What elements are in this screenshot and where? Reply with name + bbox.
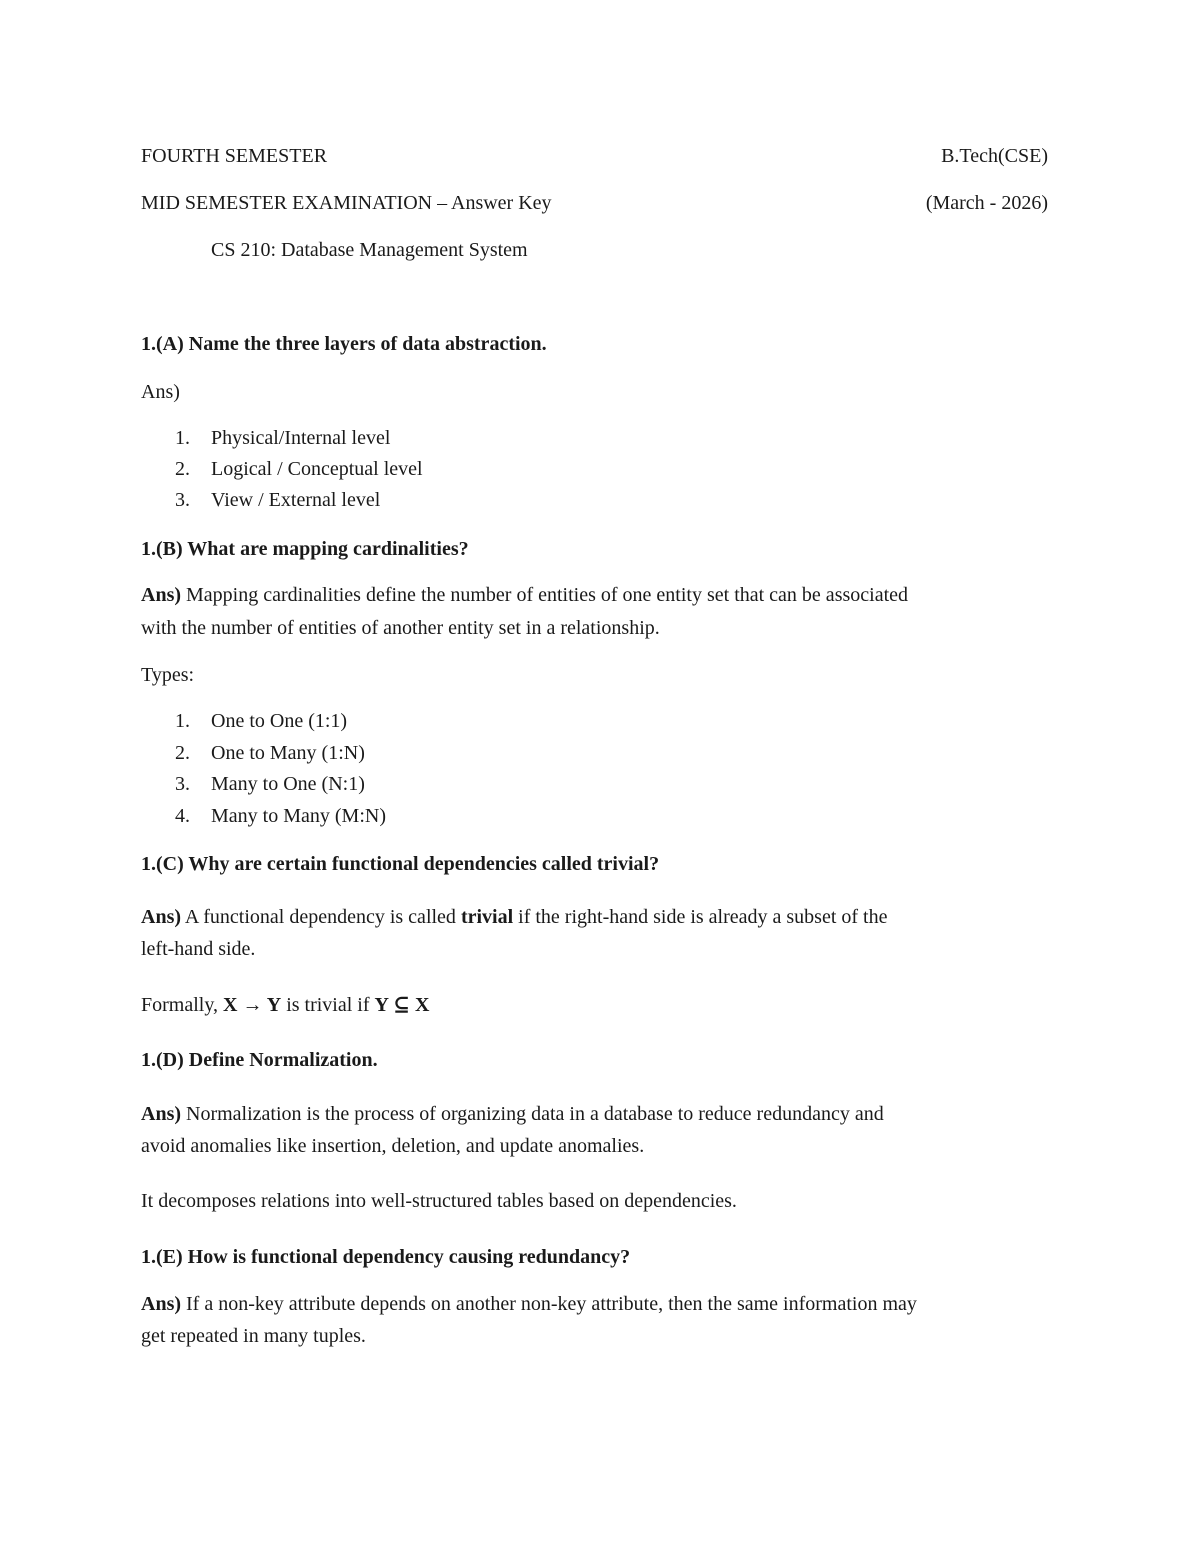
answer-1e-line1: Ans) If a non-key attribute depends on another non-key attribute, then the same information may (141, 1293, 917, 1315)
answer-1c-line2: left-hand side. (141, 938, 256, 960)
program-label: B.Tech(CSE) (941, 145, 1048, 167)
answer-1c-line1: Ans) A functional dependency is called trivial if the right-hand side is already a subset of the (141, 906, 888, 928)
question-1c: 1.(C) Why are certain functional dependencies called trivial? (141, 853, 660, 875)
answer-1b-line1: Ans) Mapping cardinalities define the number of entities of one entity set that can be associated (141, 584, 908, 606)
answer-1d-line2: avoid anomalies like insertion, deletion, and update anomalies. (141, 1135, 645, 1157)
trivial-keyword: trivial (460, 906, 514, 928)
document-page: FOURTH SEMESTER B.Tech(CSE) MID SEMESTER EXAMINATION – Answer Key (March - 2026) CS 210: Database Management System 1.(A) Name the three layers of data abstraction. Ans) 1. Physical/Internal level 2. Logical / Conceptual level 3. View / External level 1.(B) What are mapping cardinalities? Ans) Mapping cardinalities define the number of entities of one entity set that can be associated with the number of entities of another entity set in a relationship. Types: 1. One to One (1:1) 2. One to Many (1:N) 3. Many to One (N:1) 4. Many to Many (M:N) 1.(C) Why are certain functional dependencies called trivial? Ans) A functional dependency is called trivial if the right-hand side is already a subset of the left-hand side. Formally, X → Y is trivial if Y ⊆ X 1.(D) Define Normalization. Ans) Normalization is the process of organizing data in a database to reduce redundancy and avoid anomalies like insertion, deletion, and update anomalies. It decomposes relations into well-structured tables based on dependencies. 1.(E) How is functional dependency causing redundancy? Ans) If a non-key attribute depends on another non-key attribute, then the same information may get repeated in many tuples. (141, 145, 1048, 1347)
answer-1d-para2: It decomposes relations into well-structured tables based on dependencies. (141, 1190, 737, 1212)
answer-label-1a: Ans) (141, 381, 180, 403)
answer-label-1d: Ans) (141, 1103, 182, 1125)
question-1a: 1.(A) Name the three layers of data abstraction. (141, 333, 547, 355)
types-label: Types: (141, 664, 195, 686)
answer-1b-line2: with the number of entities of another entity set in a relationship. (141, 617, 660, 639)
question-1b: 1.(B) What are mapping cardinalities? (141, 538, 469, 560)
question-1e: 1.(E) How is functional dependency causing redundancy? (141, 1246, 631, 1268)
answer-1d-line1: Ans) Normalization is the process of organizing data in a database to reduce redundancy and (141, 1103, 884, 1125)
subset-expr: Y ⊆ X (374, 994, 430, 1016)
semester-label: FOURTH SEMESTER (141, 145, 328, 167)
exam-title: MID SEMESTER EXAMINATION – Answer Key (141, 192, 552, 214)
course-title: CS 210: Database Management System (211, 239, 528, 261)
answer-label-1c: Ans) (141, 906, 182, 928)
exam-date: (March - 2026) (925, 192, 1048, 214)
answer-label-1b: Ans) (141, 584, 182, 606)
functional-dependency-expr: X → Y (223, 994, 282, 1016)
question-1d: 1.(D) Define Normalization. (141, 1049, 378, 1071)
formal-definition: Formally, X → Y is trivial if Y ⊆ X (141, 994, 430, 1016)
answer-1e-line2: get repeated in many tuples. (141, 1325, 366, 1347)
answer-label-1e: Ans) (141, 1293, 182, 1315)
